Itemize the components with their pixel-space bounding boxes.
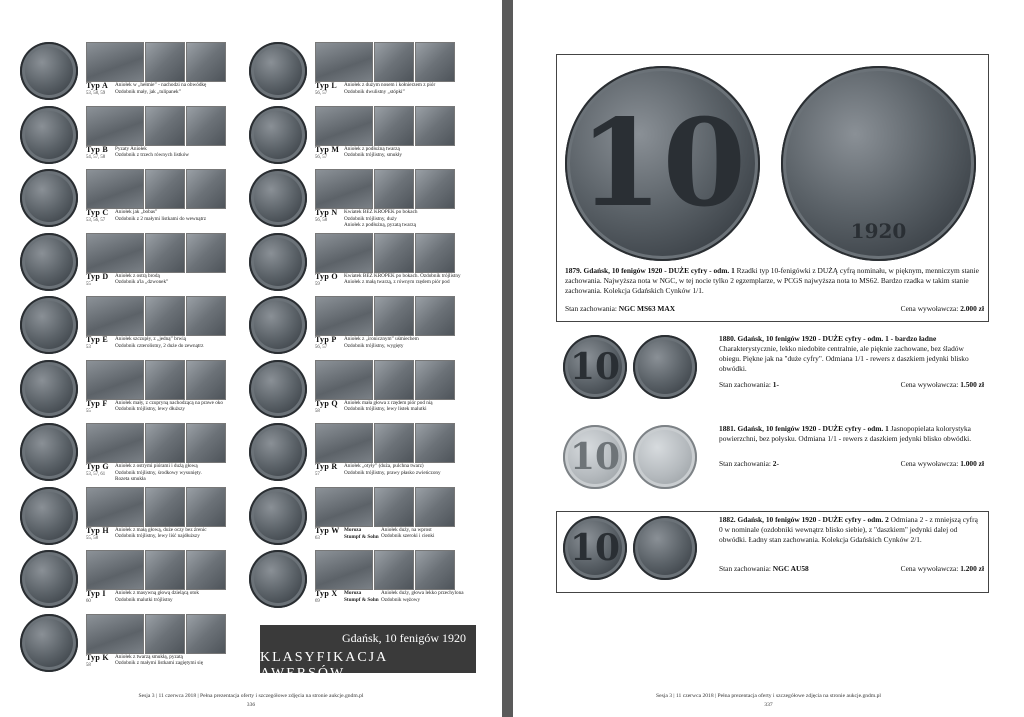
type-coin-image (20, 106, 78, 164)
detail-crown-image (145, 614, 185, 654)
lot-1881-condition (719, 459, 779, 468)
type-description: Aniołek mała głowa z rzędem piór pod nią (344, 399, 433, 406)
type-description: Aniołek z „ironicznym” uśmiechem (344, 336, 419, 342)
mint-mark-sub: Stumpf & Sohn (344, 533, 379, 540)
lot-1881-number: 1881. (719, 424, 736, 433)
lot-1882-number: 1882. (719, 515, 736, 524)
type-label: Typ N (315, 208, 338, 217)
condition-value: 2- (772, 459, 779, 468)
type-description: Aniołek duży, na wprost (381, 526, 432, 533)
type-description: Aniołek jak „bobas” (115, 209, 158, 215)
coin-1881-reverse (633, 425, 697, 489)
type-label: Typ X (315, 589, 338, 598)
detail-angel-image (315, 42, 373, 82)
type-coin-image (249, 550, 307, 608)
lot-1881-price (901, 459, 984, 468)
detail-crown-image (145, 106, 185, 146)
type-description: Ozdobnik trójlistny, lewy liść najdłuższy (115, 533, 200, 539)
type-coin-image (249, 42, 307, 100)
type-description: Ozdobnik dwulistny „stópki” (344, 88, 405, 95)
classification-banner (260, 625, 476, 681)
detail-crown-image (145, 550, 185, 590)
price-label: Cena wywoławcza: (900, 459, 959, 468)
page-number: 336 (246, 702, 256, 708)
type-coin-image (20, 423, 78, 481)
footer-text: Sesja 3 | 11 czerwca 2018 | Pełna prezentacja oferty i szczegółowe zdjęcia na stronie aukcje.gndm.pl (656, 693, 881, 699)
type-coin-image (249, 106, 307, 164)
type-label: Typ A (86, 81, 109, 90)
lot-1881-text (719, 424, 983, 444)
detail-crown-image (145, 42, 185, 82)
detail-ornament-image (186, 42, 226, 82)
detail-ornament-image (415, 169, 455, 209)
detail-angel-image (315, 233, 373, 273)
lot-1882-price (901, 564, 984, 573)
lot-1880-condition (719, 380, 779, 389)
type-label: Typ R (315, 462, 338, 471)
type-description: Ozdobnik szeroki i cienki (381, 533, 435, 539)
lot-1880-price (901, 380, 984, 389)
detail-crown-image (145, 169, 185, 209)
lot-1880-description: Charakterystycznie, lekko niedobite centralnie, ale pięknie zachowane, bez śladów obiegu. Piękne jak na "duże cyfry". Odmiana 1/1 - rewers z daszkiem jedynki blisko obwódki. (719, 344, 969, 373)
detail-crown-image (145, 296, 185, 336)
type-description: Aniołek z małą głową, duże oczy bez źrenic (115, 526, 207, 533)
type-description: Ozdobnik trójlistny, wygięty (344, 342, 404, 349)
type-coin-image (20, 614, 78, 672)
detail-crown-image (145, 360, 185, 400)
type-label: Typ O (315, 271, 338, 281)
coin-1880-reverse (633, 335, 697, 399)
detail-ornament-image (186, 487, 226, 527)
detail-crown-image (145, 423, 185, 463)
coin-reverse-large (781, 66, 976, 261)
type-coin-image (249, 233, 307, 291)
detail-angel-image (86, 550, 144, 590)
detail-crown-image (374, 42, 414, 82)
type-description: Ozdobnik a'la „dzwonek” (115, 279, 169, 285)
footer-text: Sesja 3 | 11 czerwca 2018 | Pełna prezentacja oferty i szczegółowe zdjęcia na stronie aukcje.gndm.pl (138, 693, 364, 699)
type-label: Typ Q (315, 398, 338, 408)
mint-mark: Moroza (344, 590, 362, 596)
type-coin-image (20, 233, 78, 291)
lot-1881-description: Jasnopopielata kolorystyka powierzchni, bez połysku. Odmiana 1/1 - rewers z daszkiem jedynki blisko obwódki. (719, 424, 972, 443)
type-description: Aniołek duży, głowa lekko przechylona (381, 590, 464, 596)
type-description: Kwiatek BEZ KROPEK po bokach. Ozdobnik trójlistny (344, 272, 461, 279)
coin-obverse-large (565, 66, 760, 261)
coin-value-mark: 10 (569, 527, 621, 569)
condition-label: Stan zachowania: (565, 304, 617, 313)
lot-1881-title: Gdańsk, 10 fenigów 1920 - DUŻE cyfry - odm. 1 (737, 424, 889, 433)
coin-1880-obverse (563, 335, 627, 399)
condition-value: NGC AU58 (772, 564, 809, 573)
type-numbers: 56, 57 (315, 91, 327, 96)
type-label: Typ H (86, 525, 109, 535)
type-numbers: 56, 57 (315, 345, 327, 350)
type-description: Ozdobnik trójlistny, prawy płasko zwieńczony (344, 469, 441, 476)
detail-angel-image (86, 423, 144, 463)
type-coin-image (249, 487, 307, 545)
mint-mark: Moroza (344, 526, 362, 533)
type-numbers: 53, 57, 61 (86, 472, 106, 477)
type-numbers: 55 (86, 408, 91, 414)
type-description: Aniołek w „hełmie” - nachodzi na obwódkę (115, 82, 207, 88)
type-description: Ozdobnik wężowy (381, 596, 421, 603)
lot-1879-title: Gdańsk, 10 fenigów 1920 - DUŻE cyfry - odm. 1 (583, 266, 735, 275)
type-numbers: 69 (315, 599, 320, 604)
detail-ornament-image (415, 360, 455, 400)
detail-ornament-image (186, 296, 226, 336)
type-description: Ozdobnik trójlistny, smukły (344, 152, 403, 158)
type-description: Aniołek z małą twarzą, z równym rzędem piór pod (344, 279, 450, 285)
lot-1879-price (901, 304, 984, 313)
type-coin-image (20, 42, 78, 100)
type-description: Aniołek z podłużną, pyzatą twarzą (344, 222, 416, 228)
type-description: Pyzaty Aniołek (115, 145, 147, 152)
detail-crown-image (374, 106, 414, 146)
detail-angel-image (315, 106, 373, 146)
condition-value: 1- (772, 380, 779, 389)
type-label: Typ G (86, 462, 109, 471)
left-page (0, 0, 502, 717)
lot-1882-condition (719, 564, 809, 573)
type-label: Typ L (315, 81, 338, 90)
type-description: Aniołek mały, z czupryną nachodzącą na prawe oko (115, 399, 223, 406)
coin-value-mark: 10 (569, 436, 621, 478)
detail-angel-image (86, 296, 144, 336)
price-label: Cena wywoławcza: (900, 564, 959, 573)
detail-angel-image (86, 106, 144, 146)
detail-ornament-image (415, 106, 455, 146)
detail-angel-image (315, 423, 373, 463)
type-description: Aniołek z dużym nosem i kołnierzem z piór (344, 82, 436, 88)
detail-angel-image (315, 169, 373, 209)
type-numbers: 54, 57, 58 (86, 154, 106, 160)
detail-crown-image (374, 487, 414, 527)
detail-angel-image (315, 296, 373, 336)
type-coin-image (20, 169, 78, 227)
detail-ornament-image (415, 233, 455, 273)
condition-label: Stan zachowania: (719, 380, 771, 389)
lot-1880-title: Gdańsk, 10 fenigów 1920 - DUŻE cyfry - odm. 1 - bardzo ładne (737, 334, 937, 343)
lot-1882-text (719, 515, 983, 545)
type-coin-image (249, 296, 307, 354)
type-label: Typ P (315, 335, 337, 344)
detail-ornament-image (186, 106, 226, 146)
detail-angel-image (86, 614, 144, 654)
type-label: Typ K (86, 652, 109, 662)
type-numbers: 58 (315, 408, 320, 414)
detail-crown-image (374, 233, 414, 273)
coin-1882-reverse (633, 516, 697, 580)
detail-crown-image (374, 169, 414, 209)
detail-crown-image (374, 423, 414, 463)
type-description: Aniołek z twarzą smukłą, pyzatą (115, 653, 183, 660)
detail-angel-image (315, 360, 373, 400)
type-coin-image (20, 360, 78, 418)
price-value: 1.500 zł (960, 380, 984, 389)
type-numbers: 58 (86, 662, 91, 668)
mint-mark-sub: Stumpf & Sohn (344, 597, 379, 603)
type-description: Aniołek „otyły” (duża, pulchna twarz) (344, 463, 424, 469)
type-description: Ozdobnik trójlistny, duży (344, 215, 397, 222)
type-coin-image (249, 169, 307, 227)
price-value: 1.000 zł (960, 459, 984, 468)
detail-ornament-image (415, 423, 455, 463)
price-label: Cena wywoławcza: (900, 304, 959, 313)
type-coin-image (249, 423, 307, 481)
type-numbers: 56, 58 (315, 218, 327, 223)
type-numbers: 57 (315, 472, 320, 477)
type-label: Typ E (86, 335, 109, 344)
detail-angel-image (86, 487, 144, 527)
type-numbers: 53 (86, 345, 91, 350)
detail-angel-image (86, 233, 144, 273)
type-numbers: 60 (86, 599, 91, 604)
type-label: Typ D (86, 271, 109, 281)
detail-angel-image (86, 360, 144, 400)
type-label: Typ F (86, 398, 108, 408)
type-description: Ozdobnik z trzech równych listków (115, 152, 190, 158)
condition-value: NGC MS63 MAX (618, 304, 676, 313)
type-numbers: 53, 56, 57 (86, 218, 106, 223)
type-numbers: 56, 57 (315, 154, 327, 160)
type-description: Kwiatek BEZ KROPEK po bokach (344, 209, 418, 215)
price-value: 2.000 zł (960, 304, 984, 313)
type-description: Ozdobnik z małymi listkami zagiętymi się (115, 660, 204, 666)
detail-crown-image (374, 550, 414, 590)
type-numbers: 63 (315, 535, 320, 541)
type-coin-image (20, 296, 78, 354)
type-description: Aniołek z masywną głową dzielącą otok (115, 590, 199, 596)
type-coin-image (20, 550, 78, 608)
detail-ornament-image (186, 423, 226, 463)
lot-1880-number: 1880. (719, 334, 736, 343)
detail-ornament-image (415, 42, 455, 82)
right-page (513, 0, 1024, 717)
detail-ornament-image (186, 614, 226, 654)
type-description: Ozdobnik trójlistny, lewy dłuższy (115, 406, 185, 412)
type-description: Ozdobnik mały, jak „tulipanek” (115, 88, 181, 95)
coin-value-mark: 10 (569, 346, 621, 388)
banner-subtitle: KLASYFIKACJA AWERSÓW (260, 650, 388, 681)
price-value: 1.200 zł (960, 564, 984, 573)
type-description: Ozdobnik malutki trójlistny (115, 596, 173, 603)
detail-ornament-image (415, 296, 455, 336)
lot-1882-title: Gdańsk, 10 fenigów 1920 - DUŻE cyfry - odm. 2 (737, 515, 889, 524)
banner-title: Gdańsk, 10 fenigów 1920 (342, 631, 466, 645)
type-coin-image (20, 487, 78, 545)
lot-1879-number: 1879. (565, 266, 582, 275)
detail-angel-image (315, 550, 373, 590)
lot-1879-text (565, 266, 980, 296)
type-description: Ozdobnik trójlistny, środkowy wysunięty. (115, 469, 202, 476)
page-number: 337 (764, 702, 773, 708)
lot-1880-text (719, 334, 983, 374)
detail-crown-image (374, 296, 414, 336)
type-description: Aniołek z podłużną twarzą (344, 145, 400, 152)
coin-year-mark: 1920 (850, 219, 907, 243)
detail-angel-image (315, 487, 373, 527)
type-numbers: 53, 58, 59 (86, 91, 106, 96)
detail-crown-image (374, 360, 414, 400)
type-description: Ozdobnik czterolistny, 2 duże do zewnątrz (115, 342, 204, 349)
type-description: Ozdobnik trójlistny, lewy listek malutki (344, 406, 427, 412)
lot-1879-description: Rzadki typ 10-fenigówki z DUŻĄ cyfrą nominału, w pięknym, menniczym stanie zachowania. Najwyższa nota w NGC, w tej nocie tylko 2 egzemplarze, w PCGS najwyższa nota to MS62. Bardzo rzadka w takim stanie zachowania. Kolekcja Gdańskich Cynków 1/1. (565, 266, 979, 295)
detail-angel-image (86, 169, 144, 209)
coin-value-mark: 10 (579, 93, 746, 234)
type-description: Aniołek z ostrymi piórami i dużą głową (115, 463, 198, 469)
detail-crown-image (145, 487, 185, 527)
type-label: Typ I (86, 589, 106, 598)
detail-ornament-image (415, 550, 455, 590)
condition-label: Stan zachowania: (719, 564, 771, 573)
type-label: Typ C (86, 208, 109, 217)
detail-ornament-image (186, 233, 226, 273)
lot-1879-condition (565, 304, 675, 313)
type-numbers: 55 (86, 281, 91, 287)
type-description: Ozdobnik z 2 małymi listkami do wewnątrz (115, 215, 207, 222)
type-description: Aniołek szczupły, z „jedną” brwią (115, 336, 186, 342)
detail-ornament-image (186, 360, 226, 400)
type-description: Aniołek z ostrą brodą (115, 272, 160, 279)
lot-1882-description: Odmiana 2 - z mniejszą cyfrą 0 w nominale (ozdobniki wewnątrz blisko siebie), z "daszkiem" jedynki dalej od obwódki. Ładny stan zachowania. Kolekcja Gdańskich Cynków 2/1. (719, 515, 978, 544)
type-label: Typ B (86, 144, 109, 154)
coin-1882-obverse (563, 516, 627, 580)
price-label: Cena wywoławcza: (900, 380, 959, 389)
detail-angel-image (86, 42, 144, 82)
detail-ornament-image (415, 487, 455, 527)
detail-ornament-image (186, 169, 226, 209)
condition-label: Stan zachowania: (719, 459, 771, 468)
detail-ornament-image (186, 550, 226, 590)
type-description: Rozeta smukła (115, 476, 146, 482)
type-label: Typ M (315, 144, 340, 154)
type-numbers: 59 (315, 281, 320, 287)
detail-crown-image (145, 233, 185, 273)
type-label: Typ W (315, 525, 340, 535)
coin-1881-obverse (563, 425, 627, 489)
type-coin-image (249, 360, 307, 418)
type-numbers: 55, 58 (86, 535, 98, 541)
